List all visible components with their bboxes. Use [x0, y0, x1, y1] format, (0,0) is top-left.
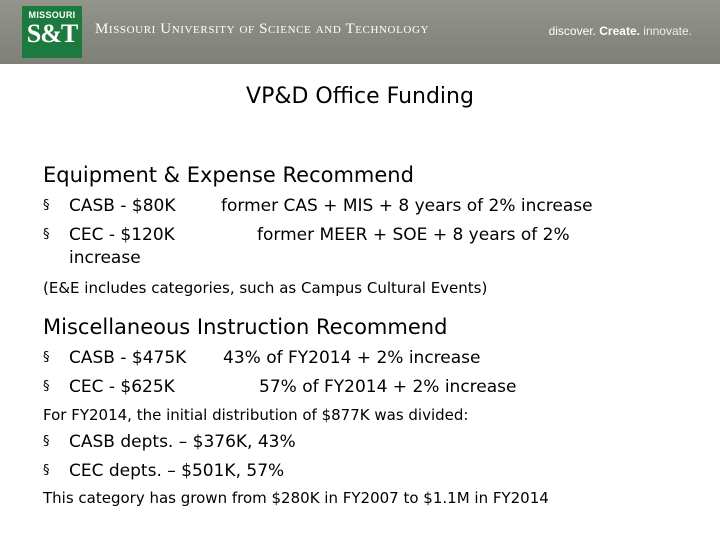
ee-item-cec [43, 225, 570, 245]
tagline-innovate: innovate. [639, 24, 692, 38]
misc-item-cec-detail: 57% of FY2014 + 2% increase [259, 377, 517, 397]
ee-item-casb-detail: former CAS + MIS + 8 years of 2% increase [221, 196, 593, 216]
bullet-icon: § [43, 379, 50, 394]
slide-title: VP&D Office Funding [246, 84, 474, 109]
misc-item-cec [43, 377, 516, 397]
misc-item-casb-detail: 43% of FY2014 + 2% increase [223, 348, 481, 368]
ee-note: (E&E includes categories, such as Campus Cultural Events) [43, 279, 488, 297]
misc-item-cec-label: CEC - $625K [69, 377, 175, 397]
ee-heading: Equipment & Expense Recommend [43, 163, 414, 187]
university-logo[interactable] [22, 6, 82, 58]
logo-top-text: MISSOURI [28, 10, 76, 20]
ee-item-cec-continuation: increase [69, 248, 141, 268]
tagline-create: Create. [599, 24, 640, 38]
misc-dept-cec [43, 461, 284, 481]
bullet-icon: § [43, 227, 50, 242]
misc-heading: Miscellaneous Instruction Recommend [43, 315, 448, 339]
bullet-icon: § [43, 350, 50, 365]
ee-item-casb [43, 196, 593, 216]
misc-dept-casb [43, 432, 296, 452]
ee-item-cec-detail: former MEER + SOE + 8 years of 2% [257, 225, 570, 245]
tagline [549, 24, 692, 38]
ee-item-cec-label: CEC - $120K [69, 225, 175, 245]
logo-main-text: S&T [26, 19, 78, 48]
misc-footer: This category has grown from $280K in FY2007 to $1.1M in FY2014 [43, 489, 549, 507]
misc-dept-casb-text: CASB depts. – $376K, 43% [69, 432, 296, 452]
tagline-discover: discover. [548, 24, 600, 38]
bullet-icon: § [43, 198, 50, 213]
bullet-icon: § [43, 463, 50, 478]
misc-item-casb-label: CASB - $475K [69, 348, 187, 368]
misc-item-casb [43, 348, 480, 368]
header-bar [0, 0, 720, 64]
university-name: Missouri University of Science and Technology [95, 21, 430, 37]
bullet-icon: § [43, 434, 50, 449]
ee-item-casb-label: CASB - $80K [69, 196, 176, 216]
misc-note: For FY2014, the initial distribution of $877K was divided: [43, 406, 469, 424]
misc-dept-cec-text: CEC depts. – $501K, 57% [69, 461, 285, 481]
